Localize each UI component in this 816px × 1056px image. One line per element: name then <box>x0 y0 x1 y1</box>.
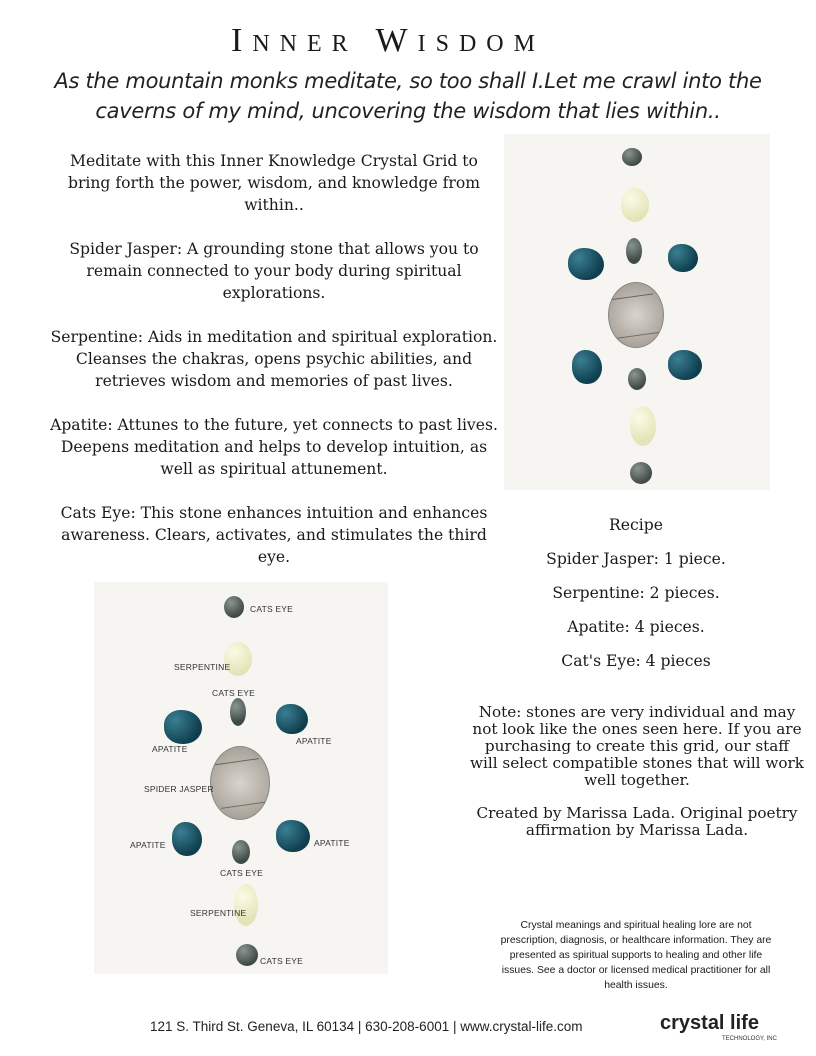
spider-jasper-stone <box>210 746 270 820</box>
logo-subtitle: TECHNOLOGY, INC <box>722 1036 777 1042</box>
cats-eye-stone <box>224 596 244 618</box>
serpentine-stone <box>234 884 258 926</box>
labeled-crystal-grid-photo <box>94 582 388 974</box>
label-serpentine: SERPENTINE <box>190 908 247 918</box>
label-spider-jasper: SPIDER JASPER <box>144 784 214 794</box>
apatite-stone <box>572 350 602 384</box>
affirmation-text: As the mountain monks meditate, so too shall I.Let me crawl into the caverns of my mind, uncovering the wisdom that lies within.. <box>54 69 762 123</box>
recipe-section <box>510 514 762 684</box>
intro-paragraph: Meditate with this Inner Knowledge Crystal Grid to bring forth the power, wisdom, and knowledge from within.. <box>67 152 481 214</box>
apatite-stone <box>568 248 604 280</box>
serpentine-stone <box>621 188 649 222</box>
apatite-stone <box>164 710 202 744</box>
label-apatite: APATITE <box>130 840 166 850</box>
recipe-item: Serpentine: 2 pieces. <box>552 584 720 602</box>
label-serpentine: SERPENTINE <box>174 662 231 672</box>
recipe-item: Spider Jasper: 1 piece. <box>546 550 726 568</box>
recipe-heading: Recipe <box>609 516 663 534</box>
cats-eye-stone <box>630 462 652 484</box>
serpentine-stone <box>630 406 656 446</box>
apatite-stone <box>668 350 702 380</box>
apatite-stone <box>668 244 698 272</box>
label-apatite: APATITE <box>314 838 350 848</box>
label-cats-eye: CATS EYE <box>250 604 294 614</box>
cats-eye-description: Cats Eye: This stone enhances intuition and enhances awareness. Clears, activates, and stimulates the third eye. <box>60 504 488 566</box>
cats-eye-stone <box>232 840 250 864</box>
apatite-stone <box>276 704 308 734</box>
stone-note: Note: stones are very individual and may not look like the ones seen here. If you are purchasing to create this grid, our staff will select compatible stones that will work well together. <box>470 703 804 789</box>
label-cats-eye: CATS EYE <box>260 956 304 966</box>
note-section <box>470 704 804 855</box>
label-cats-eye: CATS EYE <box>212 688 256 698</box>
health-disclaimer: Crystal meanings and spiritual healing lore are not prescription, diagnosis, or healthcare information. They are presented as spiritual supports to healing and other life issues. See a doctor or licensed medical practitioner for all health issues. <box>500 920 772 991</box>
serpentine-description: Serpentine: Aids in meditation and spiritual exploration. Cleanses the chakras, opens psychic abilities, and retrieves wisdom and memories of past lives. <box>50 328 498 390</box>
spider-jasper-stone <box>608 282 664 348</box>
apatite-stone <box>172 822 202 856</box>
logo-name: crystal life <box>660 1012 759 1034</box>
label-apatite: APATITE <box>152 744 188 754</box>
description-column <box>48 150 500 590</box>
spider-jasper-description: Spider Jasper: A grounding stone that allows you to remain connected to your body during spiritual explorations. <box>69 240 479 302</box>
cats-eye-stone <box>626 238 642 264</box>
recipe-item: Apatite: 4 pieces. <box>567 618 705 636</box>
page-title: Inner Wisdom <box>231 22 545 59</box>
label-apatite: APATITE <box>296 736 332 746</box>
cats-eye-stone <box>236 944 258 966</box>
crystal-grid-photo <box>504 134 770 490</box>
credits: Created by Marissa Lada. Original poetry affirmation by Marissa Lada. <box>476 804 798 839</box>
apatite-stone <box>276 820 310 852</box>
cats-eye-stone <box>622 148 642 166</box>
apatite-description: Apatite: Attunes to the future, yet connects to past lives. Deepens meditation and helps to develop intuition, as well as spiritual attunement. <box>50 416 498 478</box>
label-cats-eye: CATS EYE <box>220 868 264 878</box>
recipe-item: Cat's Eye: 4 pieces <box>561 652 711 670</box>
cats-eye-stone <box>230 698 246 726</box>
crystal-life-logo <box>660 1012 790 1046</box>
cats-eye-stone <box>628 368 646 390</box>
footer-contact: 121 S. Third St. Geneva, IL 60134 | 630-208-6001 | www.crystal-life.com <box>150 1019 583 1034</box>
